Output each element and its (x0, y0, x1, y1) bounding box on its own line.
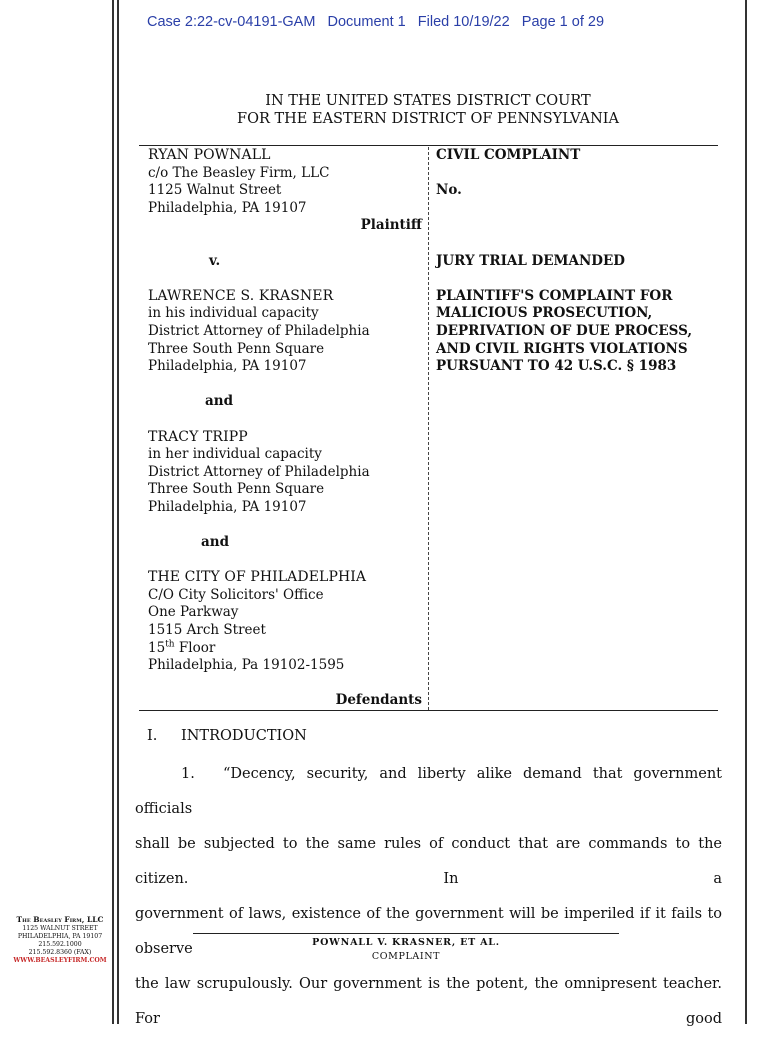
paragraph-number: 1. (181, 766, 195, 782)
address-line: Three South Penn Square (148, 340, 325, 357)
plaintiff-name: RYAN POWNALL (148, 147, 271, 163)
document-type: CIVIL COMPLAINT (436, 147, 581, 163)
paragraph-line: shall be subjected to the same rules of conduct that are commands to the citizen. In a (135, 836, 722, 887)
firm-letterhead (10, 915, 110, 965)
caption-divider (428, 147, 429, 710)
address-line: c/o The Beasley Firm, LLC (148, 164, 330, 181)
margin-line-right (745, 0, 747, 1024)
court-heading-line-1: IN THE UNITED STATES DISTRICT COURT (265, 93, 591, 109)
margin-line-inner (117, 0, 119, 1024)
versus: v. (209, 252, 221, 269)
plaintiff-role: Plaintiff (360, 217, 422, 234)
defendant-city-address (148, 587, 422, 675)
address-line: District Attorney of Philadelphia (148, 463, 370, 480)
paragraph-line: government of laws, existence of the government will be imperiled if it fails to observe (135, 906, 722, 957)
defendant-city-name: THE CITY OF PHILADELPHIA (148, 569, 367, 586)
jury-demand: JURY TRIAL DEMANDED (436, 252, 626, 269)
caption-bottom-rule (139, 710, 718, 711)
address-line: in her individual capacity (148, 446, 322, 463)
complaint-title (436, 288, 721, 376)
defendant-krasner-address (148, 305, 422, 375)
court-heading-line-2: FOR THE EASTERN DISTRICT OF PENNSYLVANIA (237, 111, 619, 127)
address-line: 1125 Walnut Street (148, 182, 282, 199)
address-line: Philadelphia, Pa 19102-1595 (148, 657, 345, 674)
footer-rule (193, 933, 619, 934)
plaintiff-address (148, 165, 422, 218)
and-separator: and (205, 393, 234, 410)
address-line: Philadelphia, PA 19107 (148, 358, 307, 375)
section-title: INTRODUCTION (181, 728, 307, 744)
complaint-title-line: MALICIOUS PROSECUTION, (436, 305, 653, 322)
section-number: I. (147, 728, 158, 744)
firm-city: PHILADELPHIA, PA 19107 (17, 933, 103, 940)
paragraph-line: the law scrupulously. Our government is the potent, the omnipresent teacher. For good (135, 976, 722, 1027)
and-separator: and (201, 534, 230, 551)
address-line: in his individual capacity (148, 305, 319, 322)
firm-name: The Beasley Firm, LLC (16, 915, 104, 924)
address-line: C/O City Solicitors' Office (148, 586, 324, 603)
address-line-floor: 15th Floor (148, 639, 216, 656)
footer-doc-label: COMPLAINT (371, 951, 441, 962)
complaint-title-line: DEPRIVATION OF DUE PROCESS, (436, 322, 693, 339)
firm-phone: 215.592.1000 (38, 941, 82, 948)
defendants-role: Defendants (335, 692, 422, 709)
paragraph-1 (135, 757, 722, 1037)
defendant-tripp-name: TRACY TRIPP (148, 428, 248, 445)
firm-website-link[interactable]: WWW.BEASLEYFIRM.COM (13, 957, 107, 964)
filing-stamp: Case 2:22-cv-04191-GAM Document 1 Filed 10/19/22 Page 1 of 29 (147, 14, 605, 30)
caption-title-block (436, 147, 721, 376)
address-line: Three South Penn Square (148, 481, 325, 498)
complaint-title-line: PLAINTIFF'S COMPLAINT FOR (436, 287, 673, 304)
firm-fax: 215.592.8360 (FAX) (28, 949, 92, 956)
section-heading (147, 728, 307, 744)
address-line: 1515 Arch Street (148, 622, 266, 639)
address-line: One Parkway (148, 604, 239, 621)
footer-case-name: POWNALL V. KRASNER, ET AL. (312, 937, 500, 948)
address-line: Philadelphia, PA 19107 (148, 498, 307, 515)
complaint-title-line: PURSUANT TO 42 U.S.C. § 1983 (436, 358, 677, 375)
court-heading (130, 92, 726, 128)
caption-parties (148, 147, 422, 710)
defendant-krasner-name: LAWRENCE S. KRASNER (148, 287, 334, 304)
defendant-tripp-address (148, 446, 422, 516)
complaint-title-line: AND CIVIL RIGHTS VIOLATIONS (436, 340, 688, 357)
footer (193, 936, 619, 964)
paragraph-line: 1. “Decency, security, and liberty alike demand that government officials (135, 757, 722, 827)
firm-street: 1125 WALNUT STREET (22, 925, 98, 932)
address-line: Philadelphia, PA 19107 (148, 199, 307, 216)
case-number-label: No. (436, 182, 462, 199)
margin-line-outer (112, 0, 114, 1024)
address-line: District Attorney of Philadelphia (148, 322, 370, 339)
